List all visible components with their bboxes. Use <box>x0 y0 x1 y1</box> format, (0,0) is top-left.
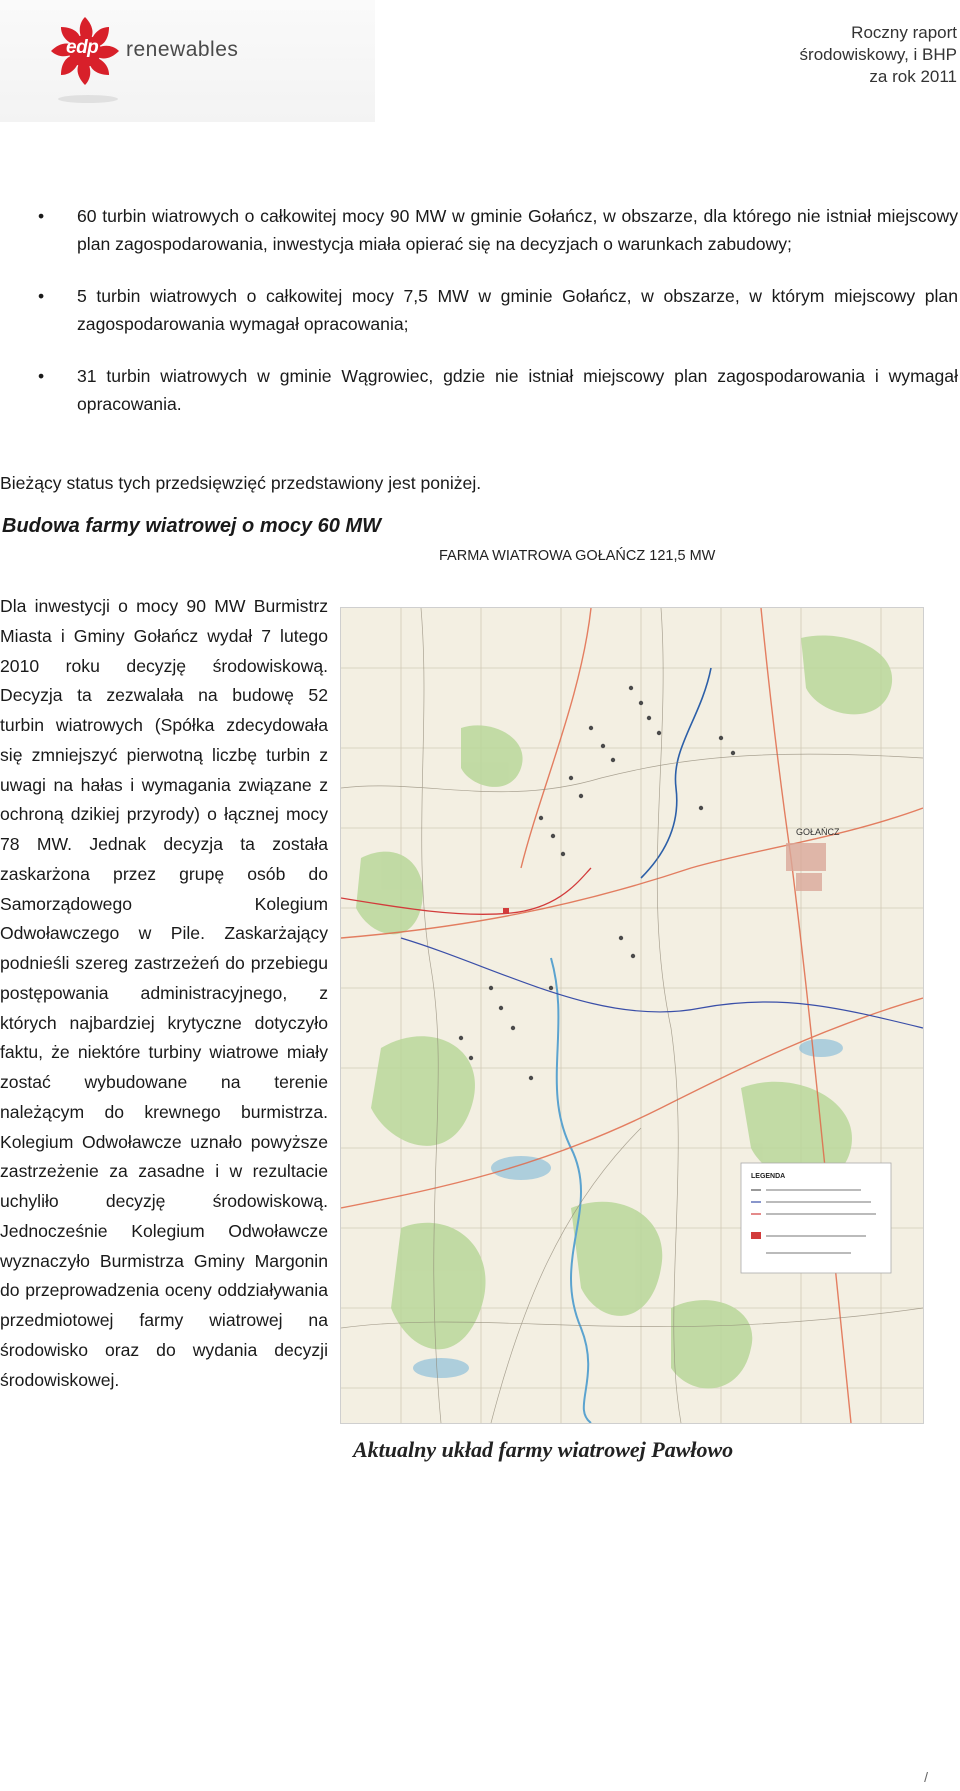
logo-shadow <box>58 95 118 103</box>
bullet-text: 5 turbin wiatrowych o całkowitej mocy 7,5 MW w gminie Gołańcz, w obszarze, w którym miejscowy plan zagospodarowania wymagał opracowania; <box>77 286 958 334</box>
logo-block <box>0 0 375 122</box>
page-mark: / <box>924 1769 928 1785</box>
map-legend-title: LEGENDA <box>751 1173 786 1180</box>
report-title-line: za rok 2011 <box>869 67 957 86</box>
bullet-item <box>0 202 958 258</box>
bullet-item <box>0 282 958 338</box>
bullet-icon: • <box>38 206 45 226</box>
report-title-line: Roczny raport <box>851 23 957 42</box>
bullet-text: 31 turbin wiatrowych w gminie Wągrowiec, gdzie nie istniał miejscowy plan zagospodarowania i wymagał opracowania. <box>77 366 958 414</box>
map-caption: Aktualny układ farmy wiatrowej Pawłowo <box>353 1437 734 1462</box>
map-graphic <box>341 608 923 1423</box>
logo-renewables-text: renewables <box>126 38 239 61</box>
bullet-icon: • <box>38 286 45 306</box>
map-title: FARMA WIATROWA GOŁAŃCZ 121,5 MW <box>439 548 716 564</box>
bullet-text: 60 turbin wiatrowych o całkowitej mocy 90 MW w gminie Gołańcz, w obszarze, dla którego nie istniał miejscowy plan zagospodarowania, inwestycja miała opierać się na decyzjach o warunkach zabudowy; <box>77 206 958 254</box>
bullet-list <box>0 202 958 442</box>
body-paragraph: Dla inwestycji o mocy 90 MW Burmistrz Miasta i Gminy Gołańcz wydał 7 lutego 2010 roku decyzję środowiskową. Decyzja ta zezwalała na budowę 52 turbin wiatrowych (Spółka zdecydowała się zmniejszyć pierwotną liczbę turbin z uwagi na hałas i wymagania związane z ochroną dzikiej przyrody) o łącznej mocy 78 MW. Jednak decyzja ta została zaskarżona przez grupę osób do Samorządowego Kolegium Odwoławczego w Pile. Zaskarżający podnieśli szereg zastrzeżeń do przebiegu postępowania administracyjnego, z których najbardziej krytyczne dotyczyło faktu, że niektóre turbiny wiatrowe miały zostać wybudowane na terenie należącym do krewnego burmistrza. Kolegium Odwoławcze uznało powyższe zastrzeżenie za zasadne i w rezultacie uchyliło decyzję środowiskową. Jednocześnie Kolegium Odwoławcze wyznaczyło Burmistrza Gminy Margonin do przeprowadzenia oceny oddziaływania przedmiotowej farmy wiatrowej na środowisko oraz do wydania decyzji środowiskowej. <box>0 596 328 1390</box>
logo-edp-text: edp <box>66 37 99 58</box>
map-town-label: GOŁAŃCZ <box>796 827 840 837</box>
section-title: Budowa farmy wiatrowej o mocy 60 MW <box>2 515 381 537</box>
report-title <box>800 22 957 88</box>
bullet-item <box>0 362 958 418</box>
report-title-line: środowiskowy, i BHP <box>799 45 957 64</box>
wind-farm-map <box>340 607 924 1424</box>
status-line: Bieżący status tych przedsięwzięć przedstawiony jest poniżej. <box>0 473 482 493</box>
bullet-icon: • <box>38 366 45 386</box>
